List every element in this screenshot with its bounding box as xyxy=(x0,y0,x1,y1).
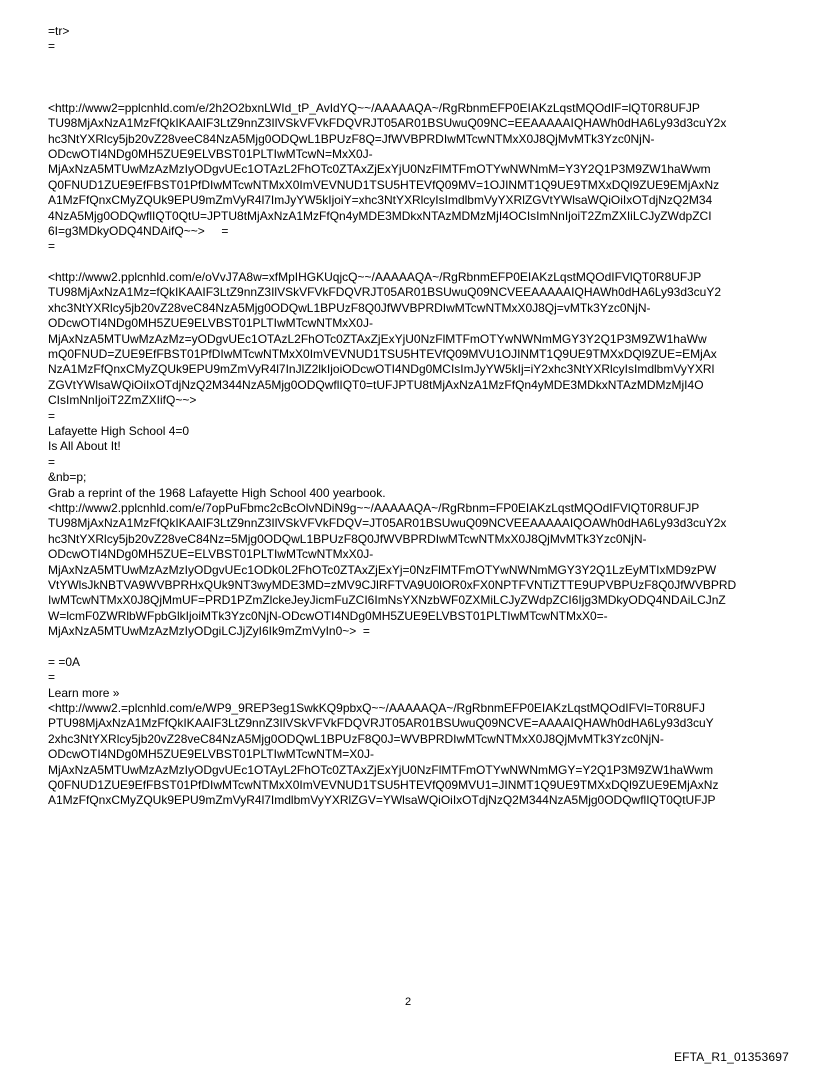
text-line: MjAxNzA5MTUwMzAzMzIyODgiLCJjZyI6Ik9mZmVyIn0~> = xyxy=(48,624,370,639)
promo-subtitle: Is All About It! xyxy=(48,439,121,454)
text-line: = xyxy=(48,454,56,469)
email-body xyxy=(48,24,778,809)
text-line: VtYWlsJkNBTVA9WVBPRHxQUk9NT3wyMDE3MD=zMV9CJlRFTVA9U0lOR0xFX0NPTFVNTiZTTE9UPVBPUzF8Q0JfWVBPRD xyxy=(48,577,737,592)
text-line: = xyxy=(48,408,56,423)
promo-block xyxy=(48,424,778,639)
text-line: A1MzFfQnxCMyZQUk9EPU9mZmVyR4l7ImdlbmVyYXRlZGV=YWlsaWQiOiIxOTdjNzQ2M344NzA5Mjg0ODQwflIQT0QtUFJP xyxy=(48,793,716,808)
learn-more-link[interactable]: Learn more » xyxy=(48,685,120,700)
text-line: TU98MjAxNzA1MzFfQkIKAAIF3LtZ9nnZ3IlVSkVFVkFDQVRJT05AR01BSUwuQ09NC=EEAAAAAIQHAWh0dHA6Ly93d3cuY2x xyxy=(48,116,727,131)
text-line: = xyxy=(48,239,56,254)
text-line: hc3NtYXRlcy5jb20vZ28veC84Nz=5Mjg0ODQwL1BPUzF8Q0JfWVBPRDIwMTcwNTMxX0J8QjMvMTk3Yzc0NjN- xyxy=(48,531,647,546)
link-block xyxy=(48,270,778,424)
text-line: IwMTcwNTMxX0J8QjMmUF=PRD1PZmZlckeJeyJicmFuZCI6ImNsYXNzbWF0ZXMiLCJyZWdpZCI6Ijg3MDkyODQ4NDAiLCJnZ xyxy=(48,593,726,608)
text-line: CIsImNnIjoiT2ZmZXIifQ~~> xyxy=(48,393,197,408)
text-line: A1MzFfQnxCMyZQUk9EPU9mZmVyR4l7ImJyYW5kIjoiY=xhc3NtYXRlcyIsImdlbmVyYXRlZGVtYWlsaWQiOiIxOTdjNzQ2M34 xyxy=(48,193,713,208)
text-line: PTU98MjAxNzA1MzFfQkIKAAIF3LtZ9nnZ3IlVSkVFVkFDQVRJT05AR01BSUwuQ09NCVE=AAAAIQHAWh0dHA6Ly93d3cuY xyxy=(48,716,714,731)
text-line: =tr> xyxy=(48,24,70,38)
text-line: Q0FNUD1ZUE9EfFBST01PfDIwMTcwNTMxX0ImVEVNUD1TSU5HTEVfQ09MV=1OJINMT1Q9UE9TMXxDQl9ZUE9EMjAxNz xyxy=(48,177,720,192)
learn-more-block xyxy=(48,655,778,809)
text-line: &nb=p; xyxy=(48,470,87,485)
promo-title: Lafayette High School 4=0 xyxy=(48,423,190,438)
text-line: ODcwOTI4NDg0MH5ZUE=ELVBST01PLTIwMTcwNTMxX0J- xyxy=(48,547,374,562)
text-line: <http://www2.=plcnhld.com/e/WP9_9REP3eg1SwkKQ9pbxQ~~/AAAAAQA~/RgRbnmEFP0EIAKzLqstMQOdIFVl=T0R8UFJ xyxy=(48,701,705,716)
text-line: hc3NtYXRlcy5jb20vZ28veeC84NzA5Mjg0ODQwL1BPUzF8Q=JfWVBPRDIwMTcwNTMxX0J8QjMvMTk3Yzc0NjN- xyxy=(48,131,655,146)
text-line: ZGVtYWlsaWQiOiIxOTdjNzQ2M344NzA5Mjg0ODQwflIQT0=tUFJPTU8tMjAxNzA1MzFfQn4yMDE3MDkxNTAzMDMzMjI4O xyxy=(48,377,704,392)
text-line: <http://www2=pplcnhld.com/e/2h2O2bxnLWId_tP_AvIdYQ~~/AAAAAQA~/RgRbnmEFP0EIAKzLqstMQOdIF=lQT0R8UFJP xyxy=(48,100,700,115)
text-line: ODcwOTI4NDg0MH5ZUE9ELVBST01PLTIwMTcwN=MxX0J- xyxy=(48,146,373,161)
link-block xyxy=(48,101,778,255)
text-line: <http://www2.pplcnhld.com/e/oVvJ7A8w=xfMpIHGKUqjcQ~~/AAAAAQA~/RgRbnmEFP0EIAKzLqstMQOdIFVlQT0R8UFJP xyxy=(48,270,702,285)
text-line: 2xhc3NtYXRlcy5jb20vZ28veC84NzA5Mjg0ODQwL1BPUzF8Q0J=WVBPRDIwMTcwNTMxX0J8QjMvMTk3Yzc0NjN- xyxy=(48,731,664,746)
text-line: MjAxNzA5MTUwMzAzMzIyODgvUEc1OTAzL2FhOTc0ZTAxZjExYjU0NzFlMTFmOTYwNWNmM=Y3Y2Q1P3M9ZW1haWwm xyxy=(48,162,711,177)
bates-number: EFTA_R1_01353697 xyxy=(673,1050,789,1064)
text-line: = xyxy=(48,39,56,54)
text-line: TU98MjAxNzA1Mz=fQkIKAAIF3LtZ9nnZ3IlVSkVFVkFDQVRJT05AR01BSUwuQ09NCVEEAAAAAIQHAWh0dHA6Ly93d3cuY2 xyxy=(48,285,722,300)
text-line: TU98MjAxNzA1MzFfQkIKAAIF3LtZ9nnZ3IlVSkVFVkFDQV=JT05AR01BSUwuQ09NCVEEAAAAAIQOAWh0dHA6Ly93d3cuY2x xyxy=(48,516,727,531)
text-block xyxy=(48,24,778,55)
text-line: ODcwOTI4NDg0MH5ZUE9ELVBST01PLTIwMTcwNTM=X0J- xyxy=(48,747,374,762)
text-line: = =0A xyxy=(48,654,81,669)
text-line: mQ0FNUD=ZUE9EfFBST01PfDIwMTcwNTMxX0ImVEVNUD1TSU5HTEVfQ09MVU1OJINMT1Q9UE9TMXxDQl9ZUE=EMjAx xyxy=(48,347,717,362)
promo-description: Grab a reprint of the 1968 Lafayette High School 400 yearbook. xyxy=(48,485,386,500)
text-line: 4NzA5Mjg0ODQwflIQT0QtU=JPTU8tMjAxNzA1MzFfQn4yMDE3MDkxNTAzMDMzMjI4OCIsImNnIjoiT2ZmZXIiLCJyZWdpZCI xyxy=(48,208,712,223)
text-line: xhc3NtYXRlcy5jb20vZ28veC84NzA5Mjg0ODQwL1BPUzF8Q0JfWVBPRDIwMTcwNTMxX0J8Qj=vMTk3Yzc0NjN- xyxy=(48,300,651,315)
text-line: W=lcmF0ZWRlbWFpbGlkIjoiMTk3Yzc0NjN-ODcwOTI4NDg0MH5ZUE9ELVBST01PLTIwMTcwNTMxX0=- xyxy=(48,608,608,623)
text-line: Q0FNUD1ZUE9EfFBST01PfDIwMTcwNTMxX0ImVEVNUD1TSU5HTEVfQ09MVU1=JINMT1Q9UE9TMXxDQl9ZUE9EMjAxNz xyxy=(48,777,719,792)
text-line: ODcwOTI4NDg0MH5ZUE9ELVBST01PLTIwMTcwNTMxX0J- xyxy=(48,316,373,331)
text-line: MjAxNzA5MTUwMzAzMz=yODgvUEc1OTAzL2FhOTc0ZTAxZjExYjU0NzFlMTFmOTYwNWNmMGY3Y2Q1P3M9ZW1haWw xyxy=(48,331,707,346)
page-number: 2 xyxy=(404,996,412,1008)
text-line: 6I=g3MDkyODQ4NDAifQ~~> = xyxy=(48,223,229,238)
text-line: NzA1MzFfQnxCMyZQUk9EPU9mZmVyR4l7InJlZ2lkIjoiODcwOTI4NDg0MCIsImJyYW5kIj=iY2xhc3NtYXRlcyIsImdlbmVyYXRl xyxy=(48,362,715,377)
text-line: = xyxy=(48,670,56,685)
text-line: <http://www2.pplcnhld.com/e/7opPuFbmc2cBcOlvNDiN9g~~/AAAAAQA~/RgRbnm=FP0EIAKzLqstMQOdIFVlQT0R8UFJP xyxy=(48,500,700,515)
text-line: MjAxNzA5MTUwMzAzMzIyODgvUEc1OTAyL2FhOTc0ZTAxZjExYjU0NzFlMTFmOTYwNWNmMGY=Y2Q1P3M9ZW1haWwm xyxy=(48,762,714,777)
text-line: MjAxNzA5MTUwMzAzMzIyODgvUEc1ODk0L2FhOTc0ZTAxZjExYj=0NzFlMTFmOTYwNWNmMGY3Y2Q1LzEyMTIxMD9zPW xyxy=(48,562,717,577)
